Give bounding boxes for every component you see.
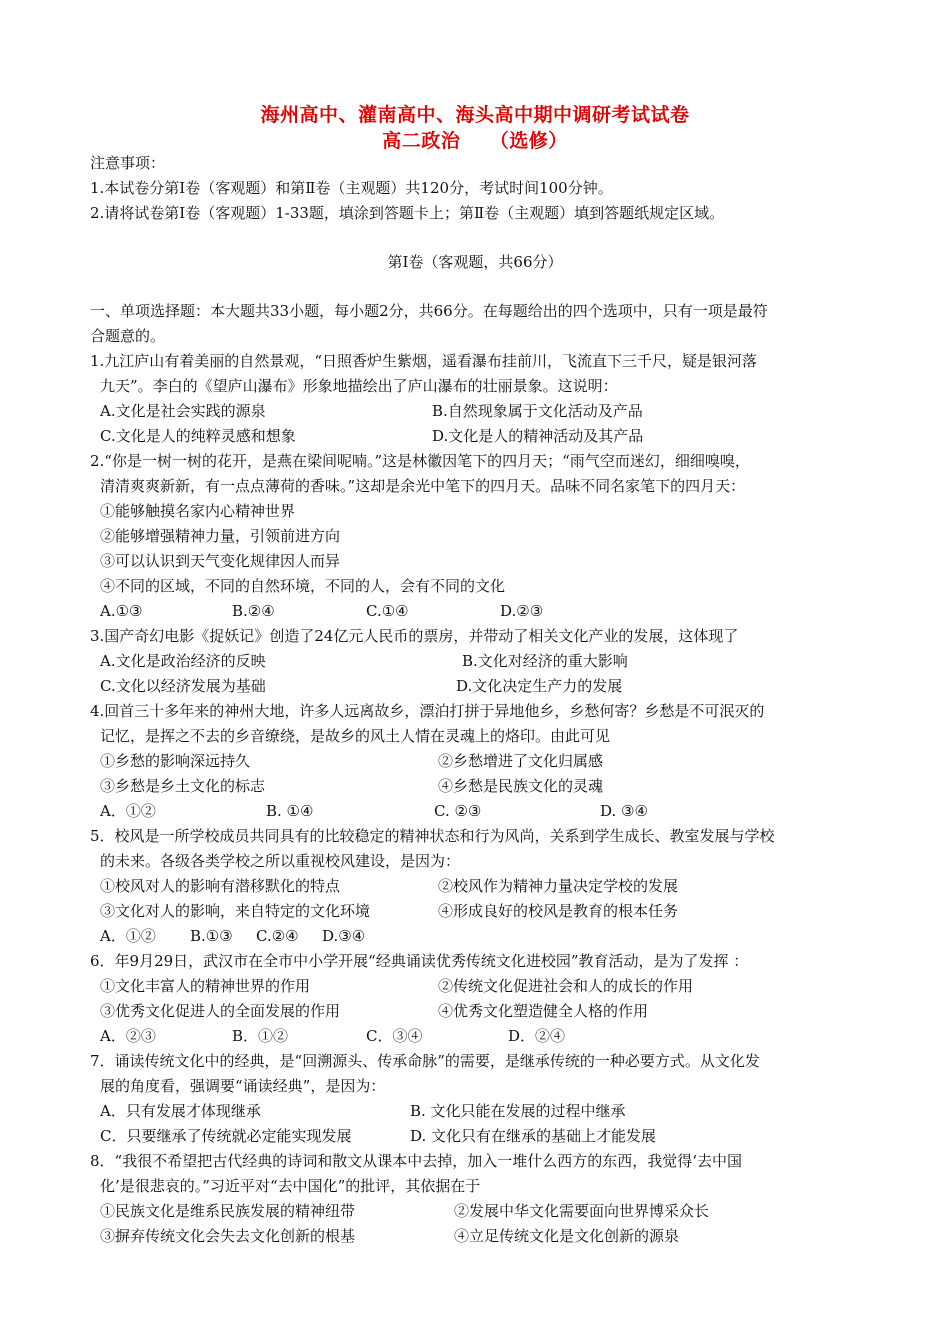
question-2-stem-cont: 清清爽爽新新，有一点点薄荷的香味。”这却是余光中笔下的四月天。品味不同名家笔下的四月天： xyxy=(100,477,746,495)
question-5-stem-cont: 的未来。各级各类学校之所以重视校风建设，是因为： xyxy=(100,852,461,870)
question-2-stem: 2.“你是一树一树的花开，是燕在梁间呢喃。”这是林徽因笔下的四月天；“雨气空而迷幻，细细嗅嗅， xyxy=(90,452,750,470)
question-2-option-b: B.②④ xyxy=(232,602,275,620)
question-6-option-d: D．②④ xyxy=(508,1027,566,1045)
question-6-statement-3: ③优秀文化促进人的全面发展的作用 xyxy=(100,1002,341,1020)
question-4-statement-4: ④乡愁是民族文化的灵魂 xyxy=(438,777,604,795)
question-1-option-d: D.文化是人的精神活动及其产品 xyxy=(432,427,644,445)
question-8-statement-2: ②发展中华文化需要面向世界博采众长 xyxy=(454,1202,710,1220)
question-6-statement-1: ①文化丰富人的精神世界的作用 xyxy=(100,977,311,995)
question-7-option-a: A．只有发展才体现继承 xyxy=(100,1102,261,1120)
question-4-stem: 4.回首三十多年来的神州大地，许多人远离故乡，漂泊打拼于异地他乡，乡愁何寄？乡愁是不可泯灭的 xyxy=(90,702,765,720)
question-1-option-b: B.自然现象属于文化活动及产品 xyxy=(432,402,643,420)
question-8-statement-1: ①民族文化是维系民族发展的精神纽带 xyxy=(100,1202,356,1220)
question-4-option-b: B. ①④ xyxy=(266,802,314,820)
notice-item-1: 1.本试卷分第Ⅰ卷（客观题）和第Ⅱ卷（主观题）共120分，考试时间100分钟。 xyxy=(90,179,613,197)
question-3-stem: 3.国产奇幻电影《捉妖记》创造了24亿元人民币的票房，并带动了相关文化产业的发展，这体现了 xyxy=(90,627,739,645)
question-4-statement-3: ③乡愁是乡土文化的标志 xyxy=(100,777,266,795)
question-2-statement-1: ①能够触摸名家内心精神世界 xyxy=(100,502,296,520)
question-3-option-c: C.文化以经济发展为基础 xyxy=(100,677,266,695)
question-5-statement-3: ③文化对人的影响，来自特定的文化环境 xyxy=(100,902,371,920)
question-2-option-c: C.①④ xyxy=(366,602,409,620)
question-2-statement-4: ④不同的区域，不同的自然环境，不同的人，会有不同的文化 xyxy=(100,577,506,595)
question-4-option-c: C. ②③ xyxy=(434,802,482,820)
question-6-stem: 6．年9月29日，武汉市在全市中小学开展“经典诵读优秀传统文化进校园”教育活动，是为了发挥 ： xyxy=(90,952,749,970)
question-6-option-a: A．②③ xyxy=(100,1027,156,1045)
exam-title: 海州高中、灌南高中、海头高中期中调研考试试卷 xyxy=(260,104,690,126)
question-6-statement-2: ②传统文化促进社会和人的成长的作用 xyxy=(438,977,694,995)
question-4-option-d: D. ③④ xyxy=(600,802,648,820)
exam-subtitle: 高二政治 （选修） xyxy=(382,130,568,152)
question-5-option-a: A．①② xyxy=(100,927,156,945)
question-2-option-d: D.②③ xyxy=(500,602,544,620)
question-5-stem: 5．校风是一所学校成员共同具有的比较稳定的精神状态和行为风尚，关系到学生成长、教室发展与学校 xyxy=(90,827,775,845)
question-4-option-a: A．①② xyxy=(100,802,156,820)
question-5-option-b: B.①③ xyxy=(190,927,233,945)
question-2-option-a: A.①③ xyxy=(100,602,143,620)
question-6-statement-4: ④优秀文化塑造健全人格的作用 xyxy=(438,1002,649,1020)
question-5-statement-1: ①校风对人的影响有潜移默化的特点 xyxy=(100,877,341,895)
question-6-option-c: C．③④ xyxy=(366,1027,423,1045)
question-7-option-d: D. 文化只有在继承的基础上才能发展 xyxy=(410,1127,657,1145)
question-2-statement-2: ②能够增强精神力量，引领前进方向 xyxy=(100,527,341,545)
question-5-statement-4: ④形成良好的校风是教育的根本任务 xyxy=(438,902,679,920)
question-7-option-c: C．只要继承了传统就必定能实现发展 xyxy=(100,1127,352,1145)
question-6-option-b: B．①② xyxy=(232,1027,289,1045)
question-5-option-c: C.②④ xyxy=(256,927,299,945)
section-intro-line-1: 一、单项选择题：本大题共33小题，每小题2分，共66分。在每题给出的四个选项中，只有一项是最符 xyxy=(90,302,768,320)
question-8-stem: 8．“我很不希望把古代经典的诗词和散文从课本中去掉，加入一堆什么西方的东西，我觉得‘去中国 xyxy=(90,1152,742,1170)
section-intro-line-2: 合题意的。 xyxy=(90,327,166,345)
question-8-statement-4: ④立足传统文化是文化创新的源泉 xyxy=(454,1227,680,1245)
question-3-option-b: B.文化对经济的重大影响 xyxy=(462,652,628,670)
question-7-option-b: B. 文化只能在发展的过程中继承 xyxy=(410,1102,626,1120)
question-1-option-a: A.文化是社会实践的源泉 xyxy=(100,402,266,420)
question-7-stem-cont: 展的角度看，强调要“诵读经典”，是因为： xyxy=(100,1077,386,1095)
question-7-stem: 7．诵读传统文化中的经典，是“回溯源头、传承命脉”的需要，是继承传统的一种必要方式。从文化发 xyxy=(90,1052,760,1070)
question-5-option-d: D.③④ xyxy=(322,927,366,945)
question-8-statement-3: ③摒弃传统文化会失去文化创新的根基 xyxy=(100,1227,356,1245)
question-2-statement-3: ③可以认识到天气变化规律因人而异 xyxy=(100,552,341,570)
question-8-stem-cont: 化’是很悲哀的。”习近平对“去中国化”的批评，其依据在于 xyxy=(100,1177,481,1195)
question-4-statement-2: ②乡愁增进了文化归属感 xyxy=(438,752,604,770)
question-1-stem: 1.九江庐山有着美丽的自然景观，“日照香炉生紫烟，遥看瀑布挂前川，飞流直下三千尺，疑是银河落 xyxy=(90,352,757,370)
question-3-option-a: A.文化是政治经济的反映 xyxy=(100,652,266,670)
question-3-option-d: D.文化决定生产力的发展 xyxy=(456,677,623,695)
question-1-stem-cont: 九天”。李白的《望庐山瀑布》形象地描绘出了庐山瀑布的壮丽景象。这说明： xyxy=(100,377,618,395)
section-title: 第Ⅰ卷（客观题，共66分） xyxy=(387,253,563,271)
notice-heading: 注意事项： xyxy=(90,154,166,172)
question-5-statement-2: ②校风作为精神力量决定学校的发展 xyxy=(438,877,679,895)
question-4-statement-1: ①乡愁的影响深远持久 xyxy=(100,752,251,770)
notice-item-2: 2.请将试卷第Ⅰ卷（客观题）1-33题，填涂到答题卡上；第Ⅱ卷（主观题）填到答题纸规定区域。 xyxy=(90,204,725,222)
question-1-option-c: C.文化是人的纯粹灵感和想象 xyxy=(100,427,296,445)
question-4-stem-cont: 记忆，是挥之不去的乡音缭绕，是故乡的风土人情在灵魂上的烙印。由此可见 xyxy=(100,727,611,745)
